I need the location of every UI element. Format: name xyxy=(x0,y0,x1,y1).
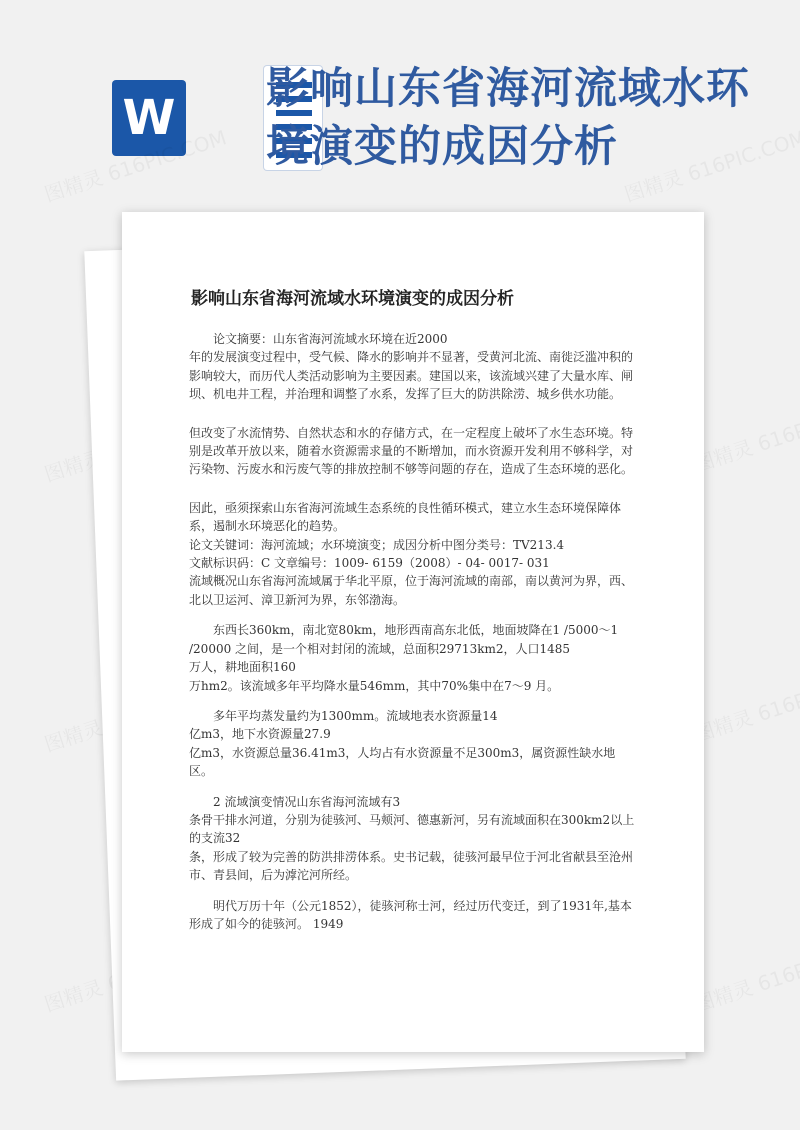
document-page xyxy=(122,212,704,1052)
paragraph: 亿m3，地下水资源量27.9 xyxy=(189,727,331,742)
paragraph: 年的发展演变过程中，受气候、降水的影响并不显著，受黄河北流、南徙泛滥冲积的影响较大，而历代人类活动影响为主要因素。建国以来，该流域兴建了大量水库、闸坝、机电井工程，并治理和调整了水系，发挥了巨大的防洪除涝、城乡供水功能。 xyxy=(189,350,634,402)
paragraph: 但改变了水流情势、自然状态和水的存储方式，在一定程度上破坏了水生态环境。特别是改革开放以来，随着水资源需求量的不断增加，而水资源开发利用不够科学，对污染物、污废水和污废气等的排放控制不够等问题的存在，造成了生态环境的恶化。 xyxy=(189,425,634,477)
paragraph: 多年平均蒸发量约为1300mm。流域地表水资源量14 xyxy=(213,708,498,723)
abstract-paragraph: 论文摘要：山东省海河流域水环境在近2000 xyxy=(213,332,448,346)
banner-title: 影响山东省海河流域水环境演变的成因分析 xyxy=(266,64,750,172)
reference-line: 文献标识码：C 文章编号：1009- 6159（2008）- 04- 0017- 031 xyxy=(189,556,550,571)
paragraph: 明代万历十年（公元1852），徒骇河称士河，经过历代变迁，到了1931年,基本形成了如今的徒骇河。 1949 xyxy=(189,898,632,931)
word-badge: W xyxy=(112,80,186,156)
paragraph: 条骨干排水河道，分别为徒骇河、马颊河、德惠新河，另有流域面积在300km2以上的支流32 xyxy=(189,812,635,846)
keywords-line: 论文关键词：海河流域；水环境演变；成因分析中图分类号：TV213.4 xyxy=(189,537,565,552)
watermark xyxy=(690,661,800,747)
document-title: 影响山东省海河流域水环境演变的成因分析 xyxy=(191,289,514,309)
document-body xyxy=(189,330,637,933)
paragraph: /20000 之间，是一个相对封闭的流域，总面积29713km2，人口1485 xyxy=(189,641,571,656)
watermark xyxy=(690,391,800,477)
paragraph: 万hm2。该流域多年平均降水量546mm，其中70%集中在7～9 月。 xyxy=(189,678,560,693)
paragraph: 万人，耕地面积160 xyxy=(189,660,296,675)
watermark xyxy=(690,931,800,1017)
section-heading: 2 流域演变情况山东省海河流域有3 xyxy=(213,794,401,809)
word-document-icon xyxy=(112,66,222,170)
banner xyxy=(0,0,800,210)
paragraph: 亿m3，水资源总量36.41m3，人均占有水资源量不足300m3，属资源性缺水地区。 xyxy=(189,745,616,779)
paragraph: 条，形成了较为完善的防洪排涝体系。史书记载，徒骇河最早位于河北省献县至沧州市、青县间，后为滹沱河所经。 xyxy=(189,849,634,883)
paragraph: 东西长360km，南北宽80km，地形西南高东北低，地面坡降在1 /5000～1 xyxy=(213,623,619,638)
paragraph: 流域概况山东省海河流域属于华北平原，位于海河流域的南部，南以黄河为界，西、北以卫运河、漳卫新河为界，东邻渤海。 xyxy=(189,574,634,607)
paragraph: 因此，亟须探索山东省海河流域生态系统的良性循环模式，建立水生态环境保障体系，遏制水环境恶化的趋势。 xyxy=(189,500,622,534)
